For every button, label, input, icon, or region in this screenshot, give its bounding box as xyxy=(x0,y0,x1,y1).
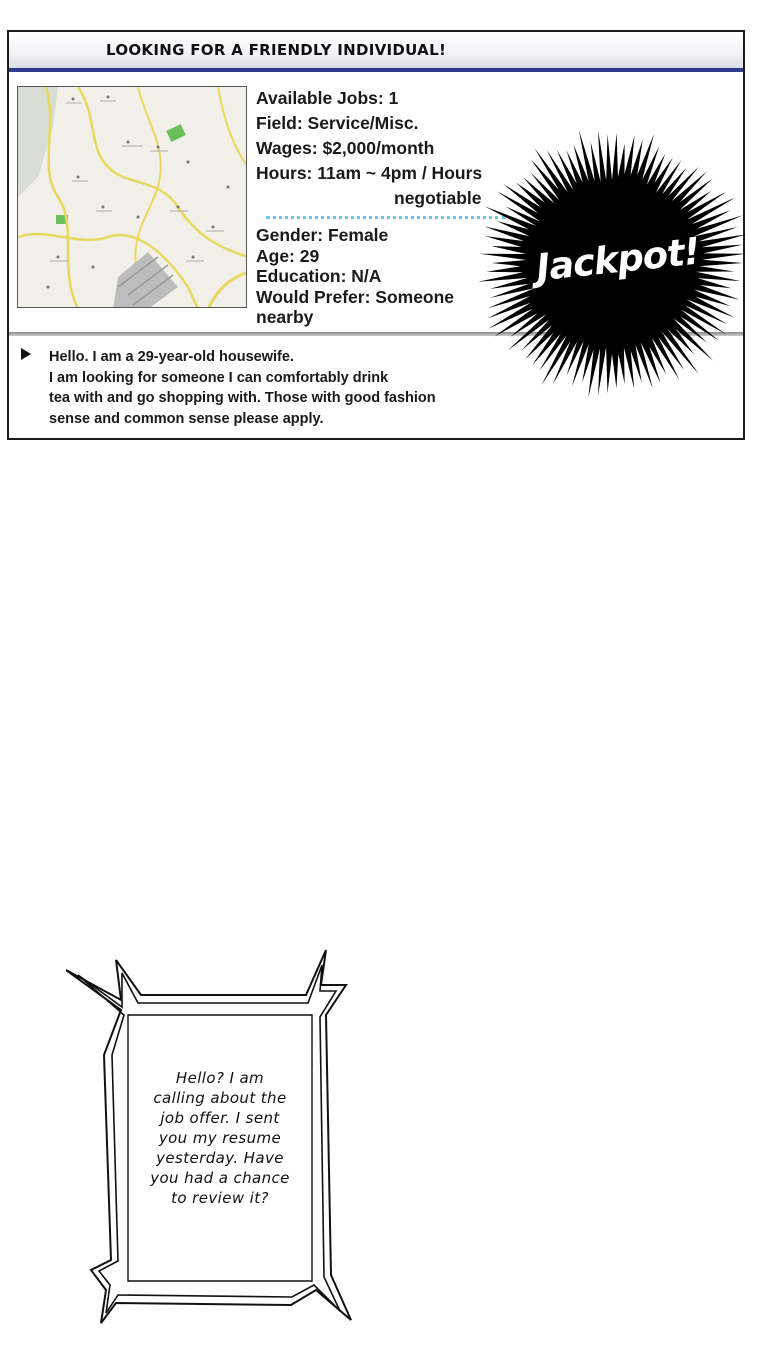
message-line: I am looking for someone I can comfortably drink xyxy=(49,369,389,386)
detail-available-jobs: Available Jobs: 1 xyxy=(256,88,399,108)
jackpot-text: Jackpot! xyxy=(534,229,702,290)
bubble-line: Hello? I am xyxy=(175,1069,265,1087)
bubble-text xyxy=(130,1068,310,1208)
bubble-line: you my resume xyxy=(158,1129,282,1147)
bubble-line: job offer. I sent xyxy=(160,1109,280,1127)
detail-field: Field: Service/Misc. xyxy=(256,113,419,133)
bubble-line: yesterday. Have xyxy=(156,1149,284,1167)
bubble-line: you had a chance xyxy=(150,1169,290,1187)
requirement-age: Age: 29 xyxy=(256,245,320,266)
requirement-preference-cont: nearby xyxy=(256,307,314,327)
message-line: sense and common sense please apply. xyxy=(49,410,324,427)
ad-message xyxy=(49,347,489,429)
requirement-preference: Would Prefer: Someone xyxy=(256,286,455,307)
requirement-gender: Gender: Female xyxy=(256,225,389,245)
ad-header xyxy=(9,32,743,72)
location-map xyxy=(17,86,247,308)
ad-title: LOOKING FOR A FRIENDLY INDIVIDUAL! xyxy=(106,41,447,59)
bubble-line: to review it? xyxy=(171,1189,269,1207)
detail-hours-cont: negotiable xyxy=(394,188,482,208)
bullet-arrow-icon xyxy=(21,348,31,360)
message-line: Hello. I am a 29-year-old housewife. xyxy=(49,349,294,365)
detail-hours: Hours: 11am ~ 4pm / Hours xyxy=(256,163,483,183)
detail-wages: Wages: $2,000/month xyxy=(256,138,435,158)
message-line: tea with and go shopping with. Those with good fashion xyxy=(49,390,436,406)
requirement-education: Education: N/A xyxy=(256,266,382,286)
bubble-line: calling about the xyxy=(153,1089,287,1107)
